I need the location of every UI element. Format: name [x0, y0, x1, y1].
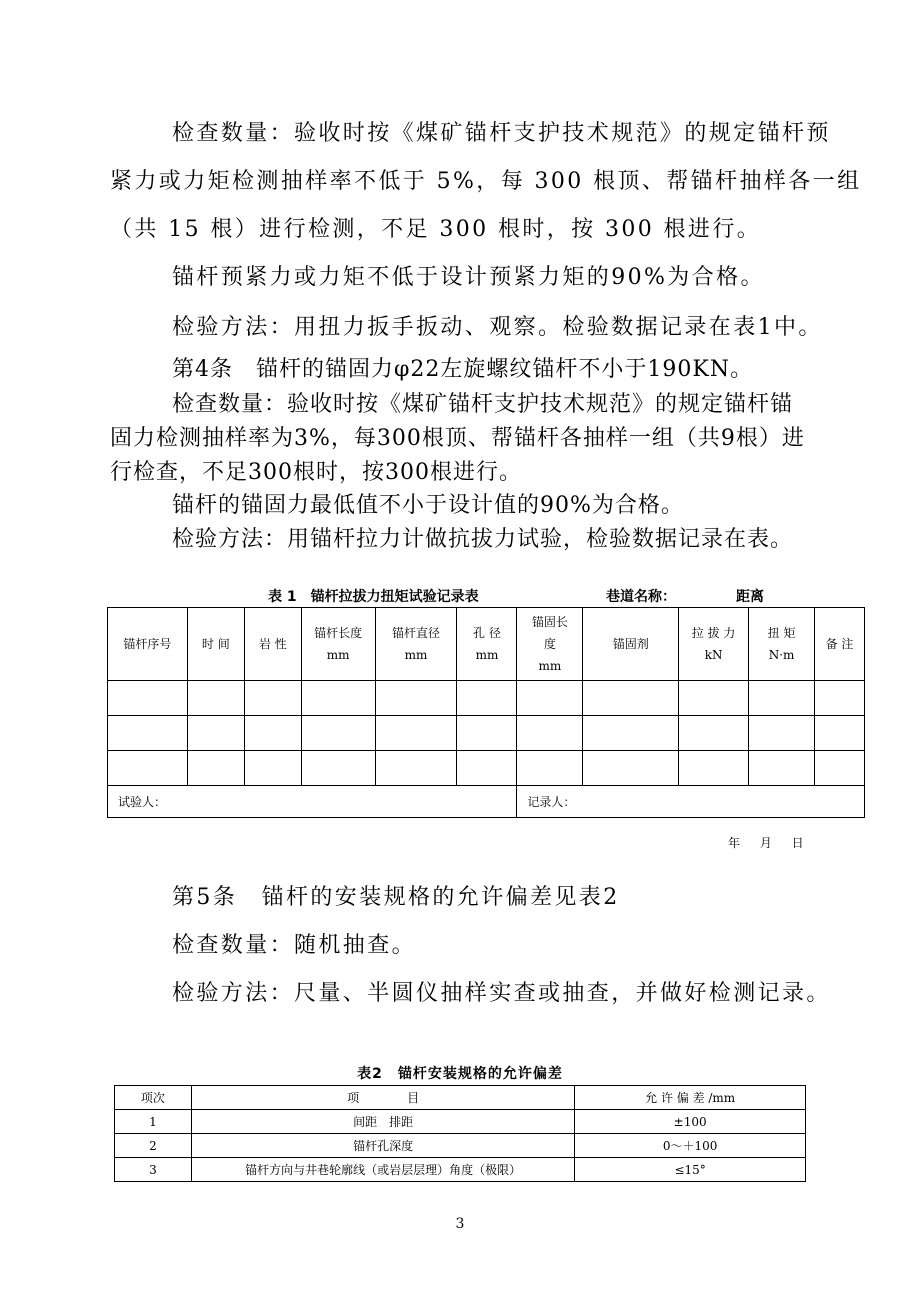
- distance-label: 距离: [736, 589, 764, 605]
- header-torque: 扭 矩 N·m: [749, 608, 815, 681]
- article-4-heading: 第4条 锚杆的锚固力φ22左旋螺纹锚杆不小于190KN。: [172, 357, 754, 382]
- anchor-pull-test-record-table: [107, 607, 865, 818]
- table1-signature-row: [108, 786, 865, 818]
- table1-title-line: [108, 586, 864, 608]
- header-time: 时 间: [187, 608, 244, 681]
- paragraph-inspection-quantity-preload-cont: 紧力或力矩检测抽样率不低于 5%，每 300 根顶、帮锚杆抽样各一组: [110, 169, 862, 194]
- article-5-heading: 第5条 锚杆的安装规格的允许偏差见表2: [172, 885, 620, 910]
- header-length: 锚杆长度 mm: [301, 608, 375, 681]
- paragraph-inspection-quantity-preload: 检查数量：验收时按《煤矿锚杆支护技术规范》的规定锚杆预: [172, 121, 831, 146]
- header-agent: 锚固剂: [583, 608, 679, 681]
- date-line: 年 月 日: [728, 836, 812, 850]
- paragraph-anchorage-criterion: 锚杆的锚固力最低值不小于设计值的90%为合格。: [172, 493, 684, 518]
- header-no: 项次: [115, 1086, 192, 1110]
- header-hole: 孔 径 mm: [457, 608, 517, 681]
- paragraph-inspection-method-pullout: 检验方法：用锚杆拉力计做抗拔力试验，检验数据记录在表。: [172, 527, 794, 552]
- table-row: [108, 716, 865, 751]
- table2-title: 表2 锚杆安装规格的允许偏差: [357, 1066, 563, 1082]
- table1-header-row: [108, 608, 865, 681]
- roadway-name-label: 巷道名称：: [606, 589, 676, 605]
- header-item: 项 目: [191, 1086, 574, 1110]
- header-anchor-length: 锚固长 度 mm: [517, 608, 583, 681]
- table-row: 1 间距 排距 ±100: [115, 1110, 806, 1134]
- paragraph-inspection-quantity-anchorage-cont2: 行检查，不足300根时，按300根进行。: [110, 460, 522, 485]
- header-rock: 岩 性: [244, 608, 301, 681]
- paragraph-inspection-quantity-anchorage: 检查数量：验收时按《煤矿锚杆支护技术规范》的规定锚杆锚: [172, 392, 794, 417]
- table2-header-row: [115, 1086, 806, 1110]
- paragraph-preload-criterion: 锚杆预紧力或力矩不低于设计预紧力矩的90%为合格。: [172, 265, 765, 290]
- paragraph-inspection-method-measure: 检验方法：尺量、半圆仪抽样实查或抽查，并做好检测记录。: [172, 981, 831, 1006]
- header-diameter: 锚杆直径 mm: [375, 608, 457, 681]
- table1-title: 表 1 锚杆拉拔力扭矩试验记录表: [268, 589, 479, 605]
- recorder-label: 记录人：: [517, 786, 865, 818]
- installation-tolerance-table: [114, 1085, 806, 1182]
- header-remark: 备 注: [815, 608, 865, 681]
- paragraph-inspection-quantity-random: 检查数量：随机抽查。: [172, 933, 417, 958]
- paragraph-inspection-quantity-anchorage-cont: 固力检测抽样率为3%，每300根顶、帮锚杆各抽样一组（共9根）进: [110, 426, 805, 451]
- table-row: [108, 751, 865, 786]
- table-row: 3 锚杆方向与井巷轮廓线（或岩层层理）角度（极限） ≤15°: [115, 1158, 806, 1182]
- header-pull: 拉 拔 力 kN: [679, 608, 749, 681]
- tester-label: 试验人：: [108, 786, 517, 818]
- paragraph-inspection-method-torque: 检验方法：用扭力扳手扳动、观察。检验数据记录在表1中。: [172, 315, 823, 340]
- table-row: 2 锚杆孔深度 0～＋100: [115, 1134, 806, 1158]
- header-seq: 锚杆序号: [108, 608, 188, 681]
- header-tolerance: 允 许 偏 差 /mm: [575, 1086, 806, 1110]
- page-number: 3: [455, 1216, 465, 1232]
- table-row: [108, 681, 865, 716]
- paragraph-inspection-quantity-preload-cont2: （共 15 根）进行检测，不足 300 根时，按 300 根进行。: [110, 217, 762, 242]
